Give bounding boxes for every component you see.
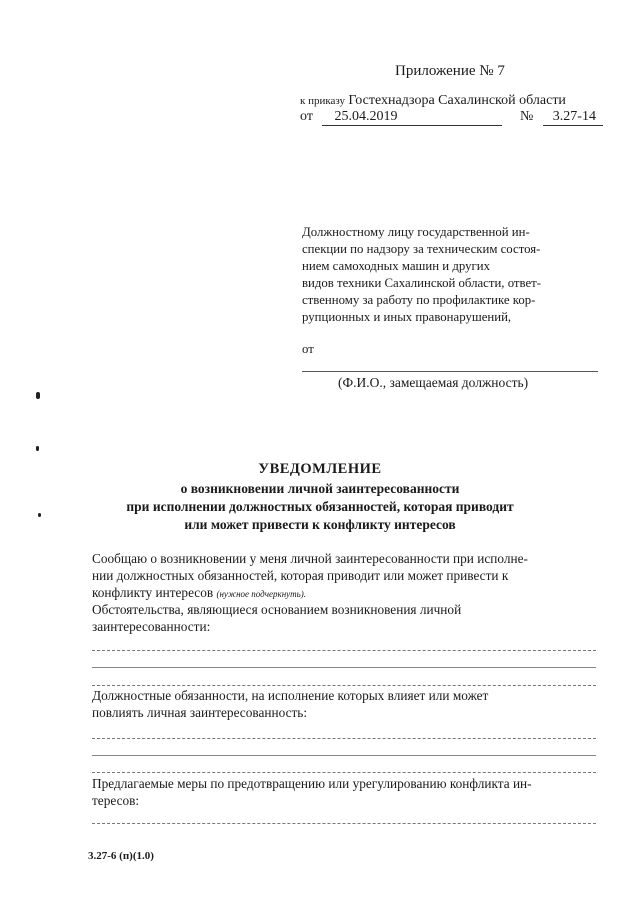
notice-title: УВЕДОМЛЕНИЕ (258, 461, 382, 477)
order-org: Гостехнадзора Сахалинской области (348, 93, 566, 108)
order-date: 25.04.2019 (334, 109, 398, 124)
underline-note: (нужное подчеркнуть). (216, 589, 307, 599)
body-p1-line-3 (92, 585, 306, 601)
order-prefix: к приказу (300, 95, 346, 107)
addressee-line-1: Должностному лицу государственной ин- (302, 225, 530, 239)
body-p2-line-2: заинтересованности: (92, 619, 211, 634)
fio-caption: (Ф.И.О., замещаемая должность) (338, 375, 529, 390)
body-p1-line-3-text: конфликту интересов (92, 585, 214, 600)
fill-line[interactable] (92, 650, 596, 651)
fill-line[interactable] (92, 738, 596, 739)
body-p1-line-2: нии должностных обязанностей, которая приводит или может привести к (92, 568, 509, 583)
order-number: 3.27-14 (552, 109, 596, 124)
addressee-line-2: спекции по надзору за техническим состоя- (302, 242, 541, 256)
order-date-field (322, 109, 502, 126)
document-code: 3.27-6 (п)(1.0) (88, 850, 154, 862)
body-p3-line-1: Должностные обязанности, на исполнение которых влияет или может (92, 688, 489, 703)
fill-line[interactable] (92, 685, 596, 686)
order-line (300, 92, 566, 109)
fill-line[interactable] (92, 755, 596, 756)
body-p3-line-2: повлиять личная заинтересованность: (92, 705, 308, 720)
scan-speck (36, 392, 40, 399)
addressee-line-5: ственному за работу по профилактике кор- (302, 293, 536, 307)
number-label: № (519, 109, 534, 124)
fill-line[interactable] (92, 772, 596, 773)
date-label: от (300, 109, 313, 124)
notice-subtitle-2: при исполнении должностных обязанностей, которая приводит (126, 499, 514, 514)
order-date-line (300, 109, 603, 126)
notice-subtitle-1: о возникновении личной заинтересованности (180, 481, 460, 496)
notice-subtitle-3: или может привести к конфликту интересов (184, 517, 456, 532)
fill-line[interactable] (92, 667, 596, 668)
addressee-line-3: нием самоходных машин и других (302, 259, 490, 273)
signature-line (302, 371, 598, 372)
from-label: от (302, 342, 314, 356)
body-p2-line-1: Обстоятельства, являющиеся основанием возникновения личной (92, 602, 462, 617)
body-p4-line-1: Предлагаемые меры по предотвращению или урегулированию конфликта ин- (92, 776, 532, 791)
fill-line[interactable] (92, 823, 596, 824)
addressee-line-6: рупционных и иных правонарушений, (302, 310, 512, 324)
body-p1-line-1: Сообщаю о возникновении у меня личной заинтересованности при исполне- (92, 551, 528, 566)
body-p4-line-2: тересов: (92, 793, 140, 808)
appendix-title: Приложение № 7 (395, 63, 505, 79)
order-number-field (543, 109, 603, 126)
scan-speck (36, 446, 39, 451)
addressee-line-4: видов техники Сахалинской области, ответ- (302, 276, 542, 290)
